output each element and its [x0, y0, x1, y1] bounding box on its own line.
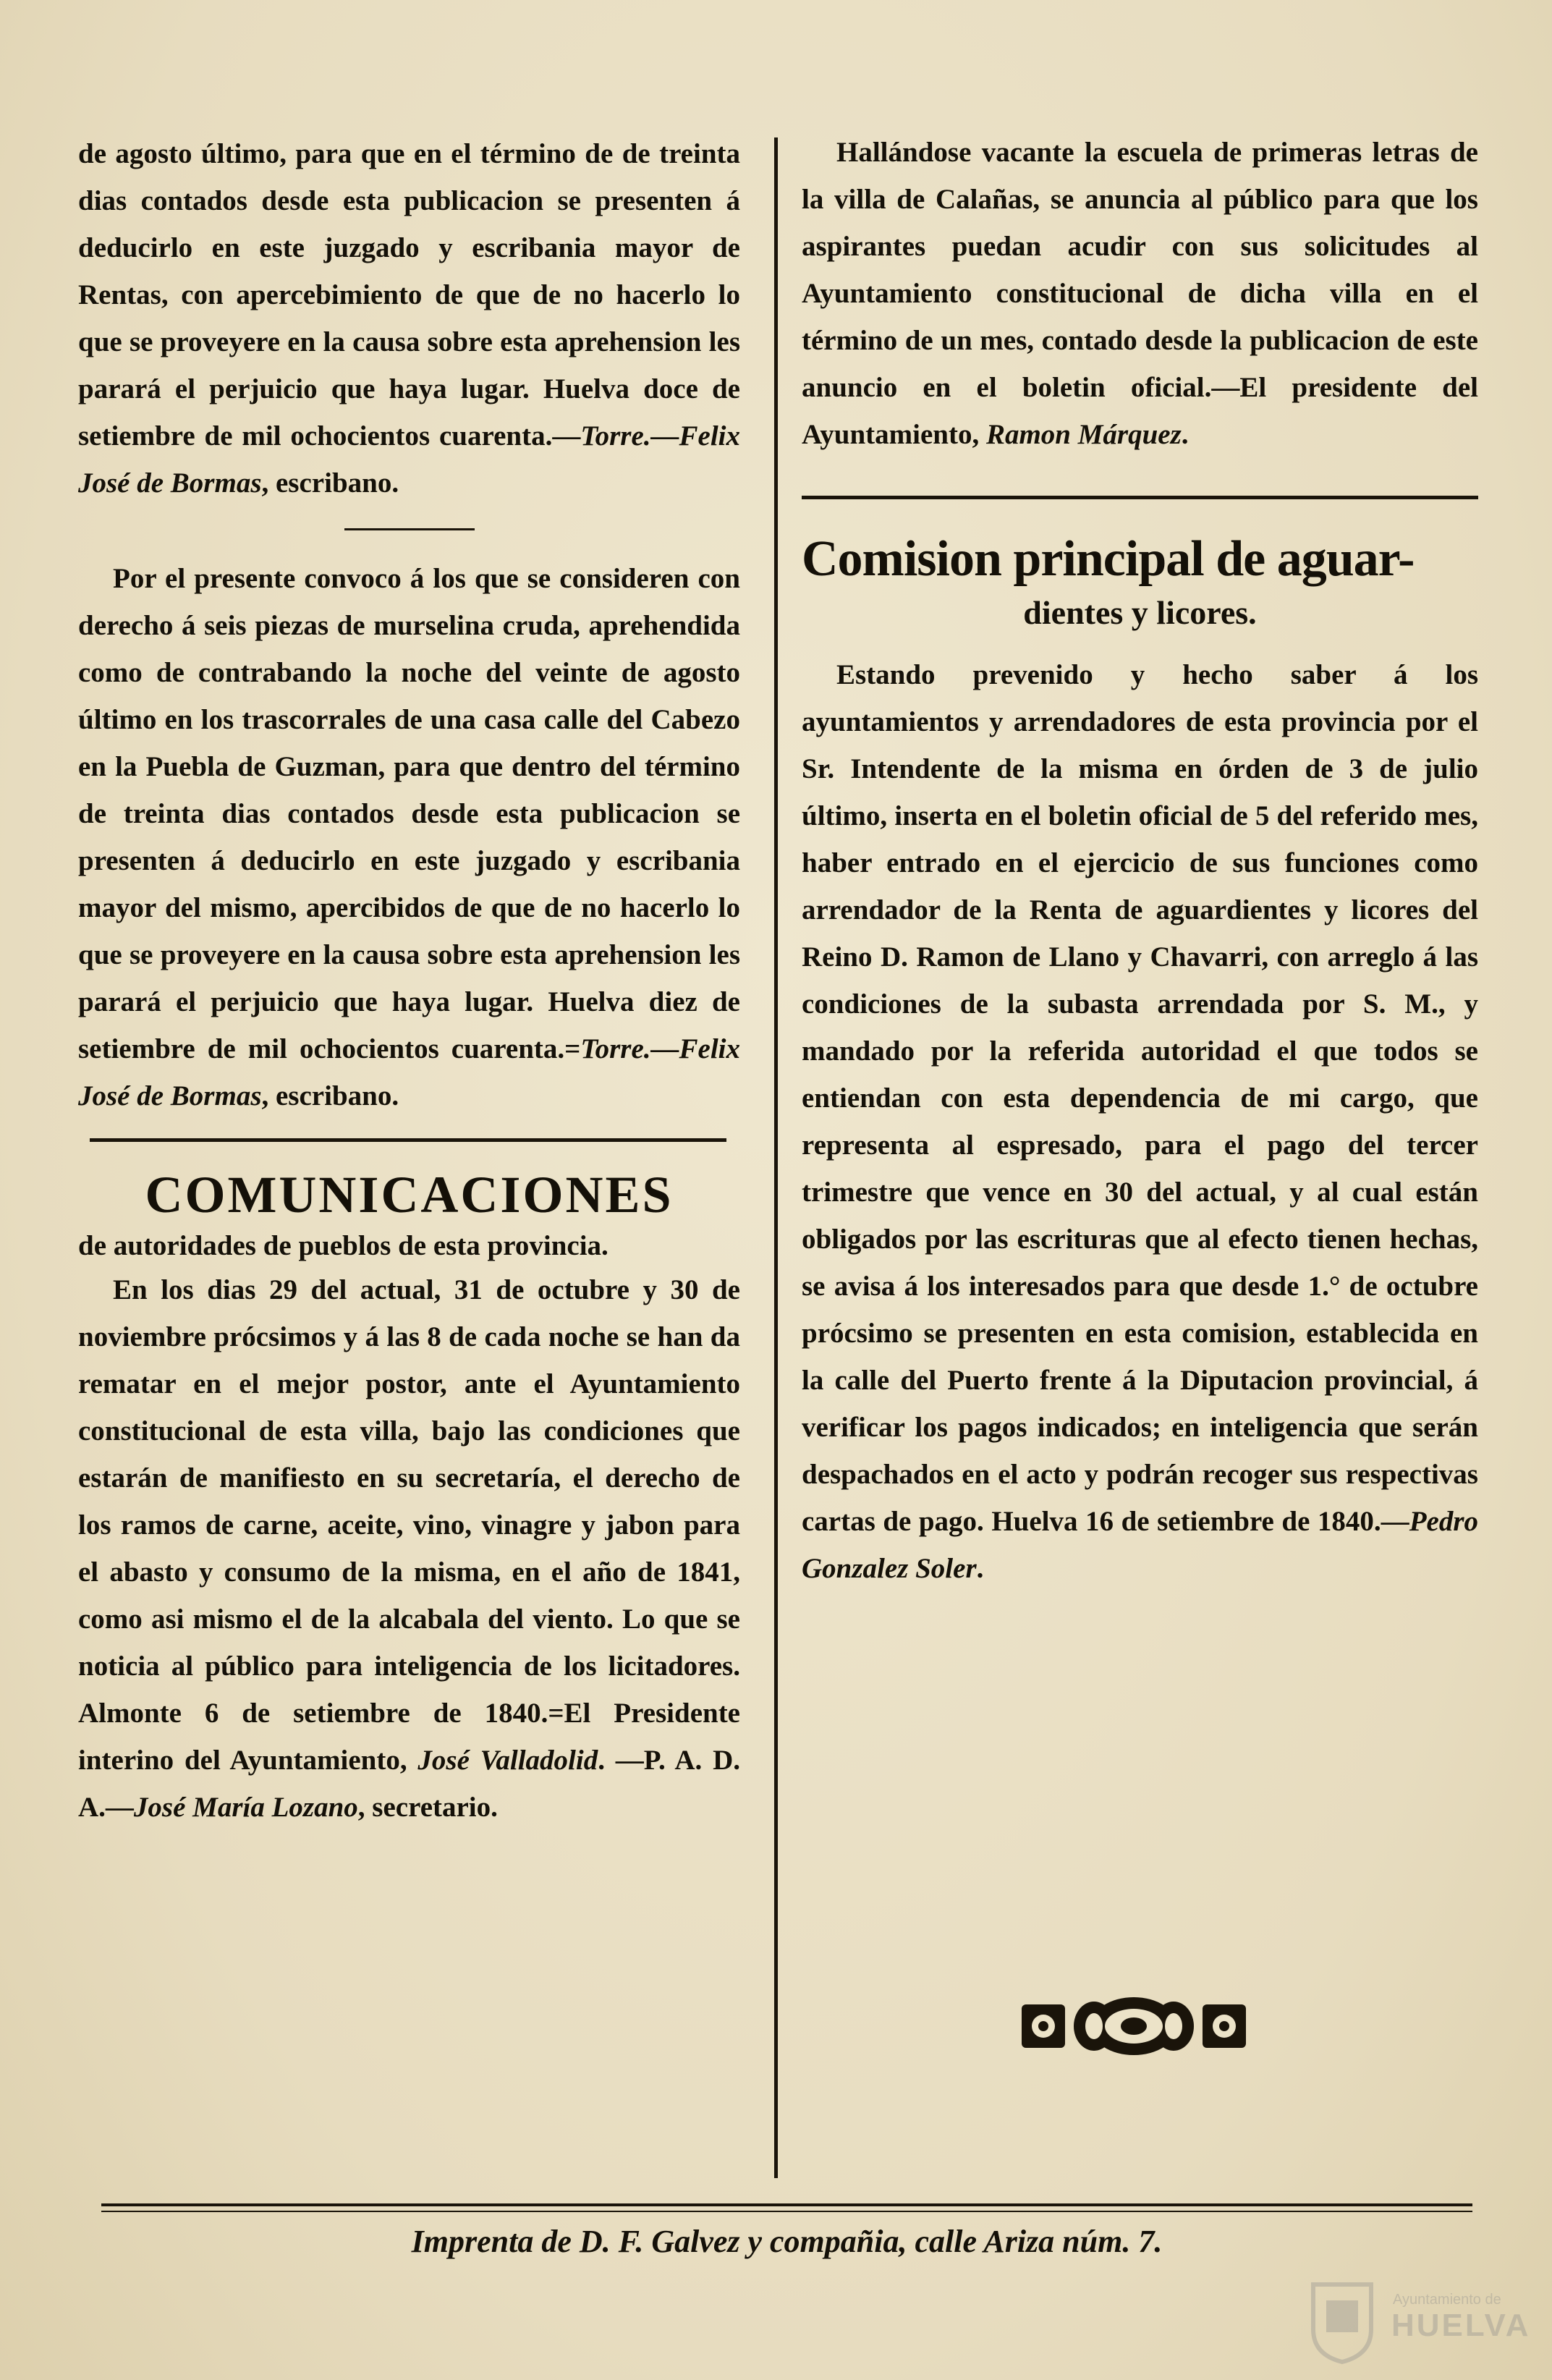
section-divider: [802, 496, 1478, 499]
commission-heading: Comision principal de aguar-: [802, 531, 1415, 587]
notice-paragraph-3: En los dias 29 del actual, 31 de octubre y 30 de noviembre prócsimos y á las 8 de cada noche se han da rematar en el mejor postor, ante el Ayuntamiento constitucional de esta villa, bajo las condiciones que estarán de manifiesto en su secretaría, el derecho de los ramos de carne, aceite, vino, vinagre y jabon para el abasto y consumo de la misma, en el año de 1841, como asi mismo el de la alcabala del viento. Lo que se noticia al público para inteligencia de los licitadores. Almonte 6 de setiembre de 1840.=El Presidente interino del Ayuntamiento, José Valladolid. —P. A. D. A.—José María Lozano, secretario.: [78, 1274, 740, 1823]
footer-rule: [101, 2211, 1472, 2212]
section-divider: [90, 1138, 726, 1142]
footer-rule: [101, 2203, 1472, 2206]
notice-paragraph-2: Por el presente convoco á los que se consideren con derecho á seis piezas de murselina cruda, aprehendida como de contrabando la noche del veinte de agosto último en los trascorrales de una casa calle del Cabezo en la Puebla de Guzman, para que dentro del término de treinta dias contados desde esta publicacion se presenten á deducirlo en este juzgado y escribania mayor del mismo, apercibidos de que de no hacerlo lo que se proveyere en la causa sobre esta aprehension les parará el perjuicio que haya lugar. Huelva diez de setiembre de mil ochocientos cuarenta.=Torre.—Felix José de Bormas, escribano.: [78, 563, 740, 1111]
section-subheading: de autoridades de pueblos de esta provincia.: [78, 1230, 608, 1261]
notice-paragraph-5: Estando prevenido y hecho saber á los ayuntamientos y arrendadores de esta provincia por el Sr. Intendente de la misma en órden de 3 de julio último, inserta en el boletin oficial de 5 del referido mes, haber entrado en el ejercicio de sus funciones como arrendador de la Renta de aguardientes y licores del Reino D. Ramon de Llano y Chavarri, con arreglo á las condiciones de la subasta arrendada por S. M., y mandado por la referida autoridad el que todos se entiendan con esta dependencia de mi cargo, que representa al espresado, para el pago del tercer trimestre que vence en 30 del actual, y al cual están obligados por las escrituras que al efecto tienen hechas, se avisa á los interesados para que desde 1.° de octubre prócsimo se presenten en esta comision, establecida en la calle del Puerto frente á la Diputacion provincial, á verificar los pagos indicados; en inteligencia que serán despachados en el acto y podrán recoger sus respectivas cartas de pago. Huelva 16 de setiembre de 1840.—Pedro Gonzalez Soler.: [802, 659, 1478, 1584]
watermark-line1: Ayuntamiento de: [1393, 2292, 1501, 2308]
imprint-line: Imprenta de D. F. Galvez y compañia, calle Ariza núm. 7.: [411, 2224, 1163, 2259]
notice-paragraph-1: de agosto último, para que en el término de de treinta dias contados desde esta publicacion se presenten á deducirlo en este juzgado y escribania mayor de Rentas, con apercebimiento de que de no hacerlo lo que se proveyere en la causa sobre esta aprehension les parará el perjuicio que haya lugar. Huelva doce de setiembre de mil ochocientos cuarenta.—Torre.—Felix José de Bormas, escribano.: [78, 138, 740, 499]
commission-subheading: dientes y licores.: [1023, 594, 1257, 631]
section-heading: COMUNICACIONES: [145, 1166, 674, 1224]
short-divider: [344, 528, 475, 530]
ornament-fleuron-icon: [1022, 1983, 1246, 2070]
right-column: [802, 129, 1478, 1592]
left-column: [78, 130, 740, 1831]
watermark-line2: HUELVA: [1391, 2308, 1531, 2343]
notice-paragraph-4: Hallándose vacante la escuela de primeras letras de la villa de Calañas, se anuncia al público para que los aspirantes puedan acudir con sus solicitudes al Ayuntamiento constitucional de dicha villa en el término de un mes, contado desde la publicacion de este anuncio en el boletin oficial.—El presidente del Ayuntamiento, Ramon Márquez.: [802, 137, 1478, 450]
city-crest-icon: [1306, 2279, 1378, 2366]
watermark: [1306, 2279, 1530, 2366]
column-divider: [774, 137, 778, 2178]
